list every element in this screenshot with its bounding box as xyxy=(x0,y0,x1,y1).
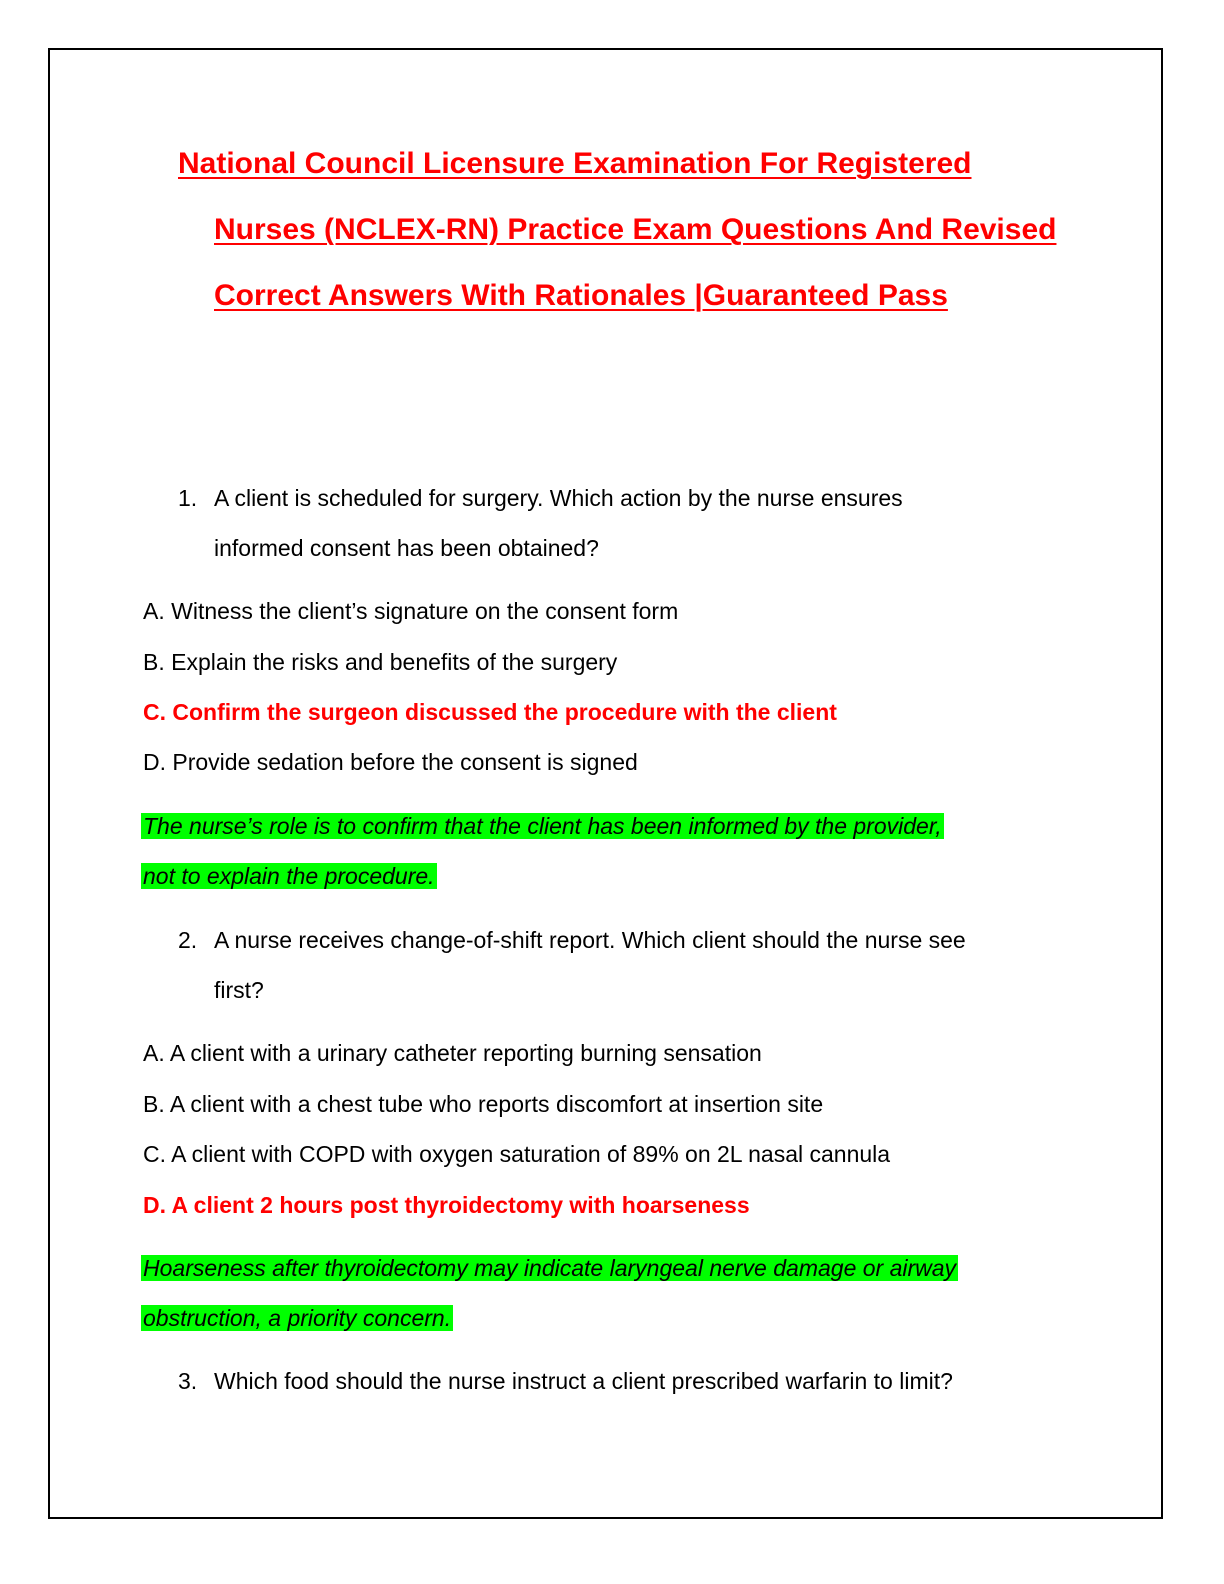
question-1-option-d: D. Provide sedation before the consent is signed xyxy=(143,749,638,775)
question-2-text-line-2: first? xyxy=(214,977,264,1003)
question-1-rationale-text-1: The nurse’s role is to confirm that the client has been informed by the provider, xyxy=(143,813,942,839)
question-1-option-a: A. Witness the client’s signature on the consent form xyxy=(143,598,679,624)
question-1-rationale-line-2 xyxy=(141,861,437,891)
question-3-text-line-1: Which food should the nurse instruct a client prescribed warfarin to limit? xyxy=(214,1368,953,1394)
question-2-rationale-text-2: obstruction, a priority concern. xyxy=(143,1305,452,1331)
question-2-rationale-text-1: Hoarseness after thyroidectomy may indicate laryngeal nerve damage or airway xyxy=(143,1255,957,1281)
question-3-number: 3. xyxy=(178,1368,198,1394)
question-1-number: 1. xyxy=(178,485,198,511)
question-1-option-c-correct: C. Confirm the surgeon discussed the procedure with the client xyxy=(143,699,837,725)
question-1-text-line-1: A client is scheduled for surgery. Which action by the nurse ensures xyxy=(214,485,903,511)
question-2-option-c: C. A client with COPD with oxygen saturation of 89% on 2L nasal cannula xyxy=(143,1141,891,1167)
question-1-option-b: B. Explain the risks and benefits of the surgery xyxy=(143,649,618,675)
question-2-text-line-1: A nurse receives change-of-shift report. Which client should the nurse see xyxy=(214,927,966,953)
document-title-line-3: Correct Answers With Rationales |Guaranteed Pass xyxy=(214,279,948,312)
question-2-number: 2. xyxy=(178,927,198,953)
question-1-rationale-text-2: not to explain the procedure. xyxy=(143,863,435,889)
question-2-option-b: B. A client with a chest tube who reports discomfort at insertion site xyxy=(143,1091,824,1117)
question-1-text-line-2: informed consent has been obtained? xyxy=(214,535,599,561)
document-title-line-1: National Council Licensure Examination For Registered xyxy=(178,147,972,180)
question-2-rationale-line-1 xyxy=(141,1253,958,1283)
question-2-option-a: A. A client with a urinary catheter reporting burning sensation xyxy=(143,1040,762,1066)
question-1-rationale-line-1 xyxy=(141,811,944,841)
question-2-rationale-line-2 xyxy=(141,1303,453,1333)
document-title-line-2: Nurses (NCLEX-RN) Practice Exam Questions And Revised xyxy=(214,213,1057,246)
question-2-option-d-correct: D. A client 2 hours post thyroidectomy with hoarseness xyxy=(143,1192,750,1218)
page-border xyxy=(48,48,1163,1519)
